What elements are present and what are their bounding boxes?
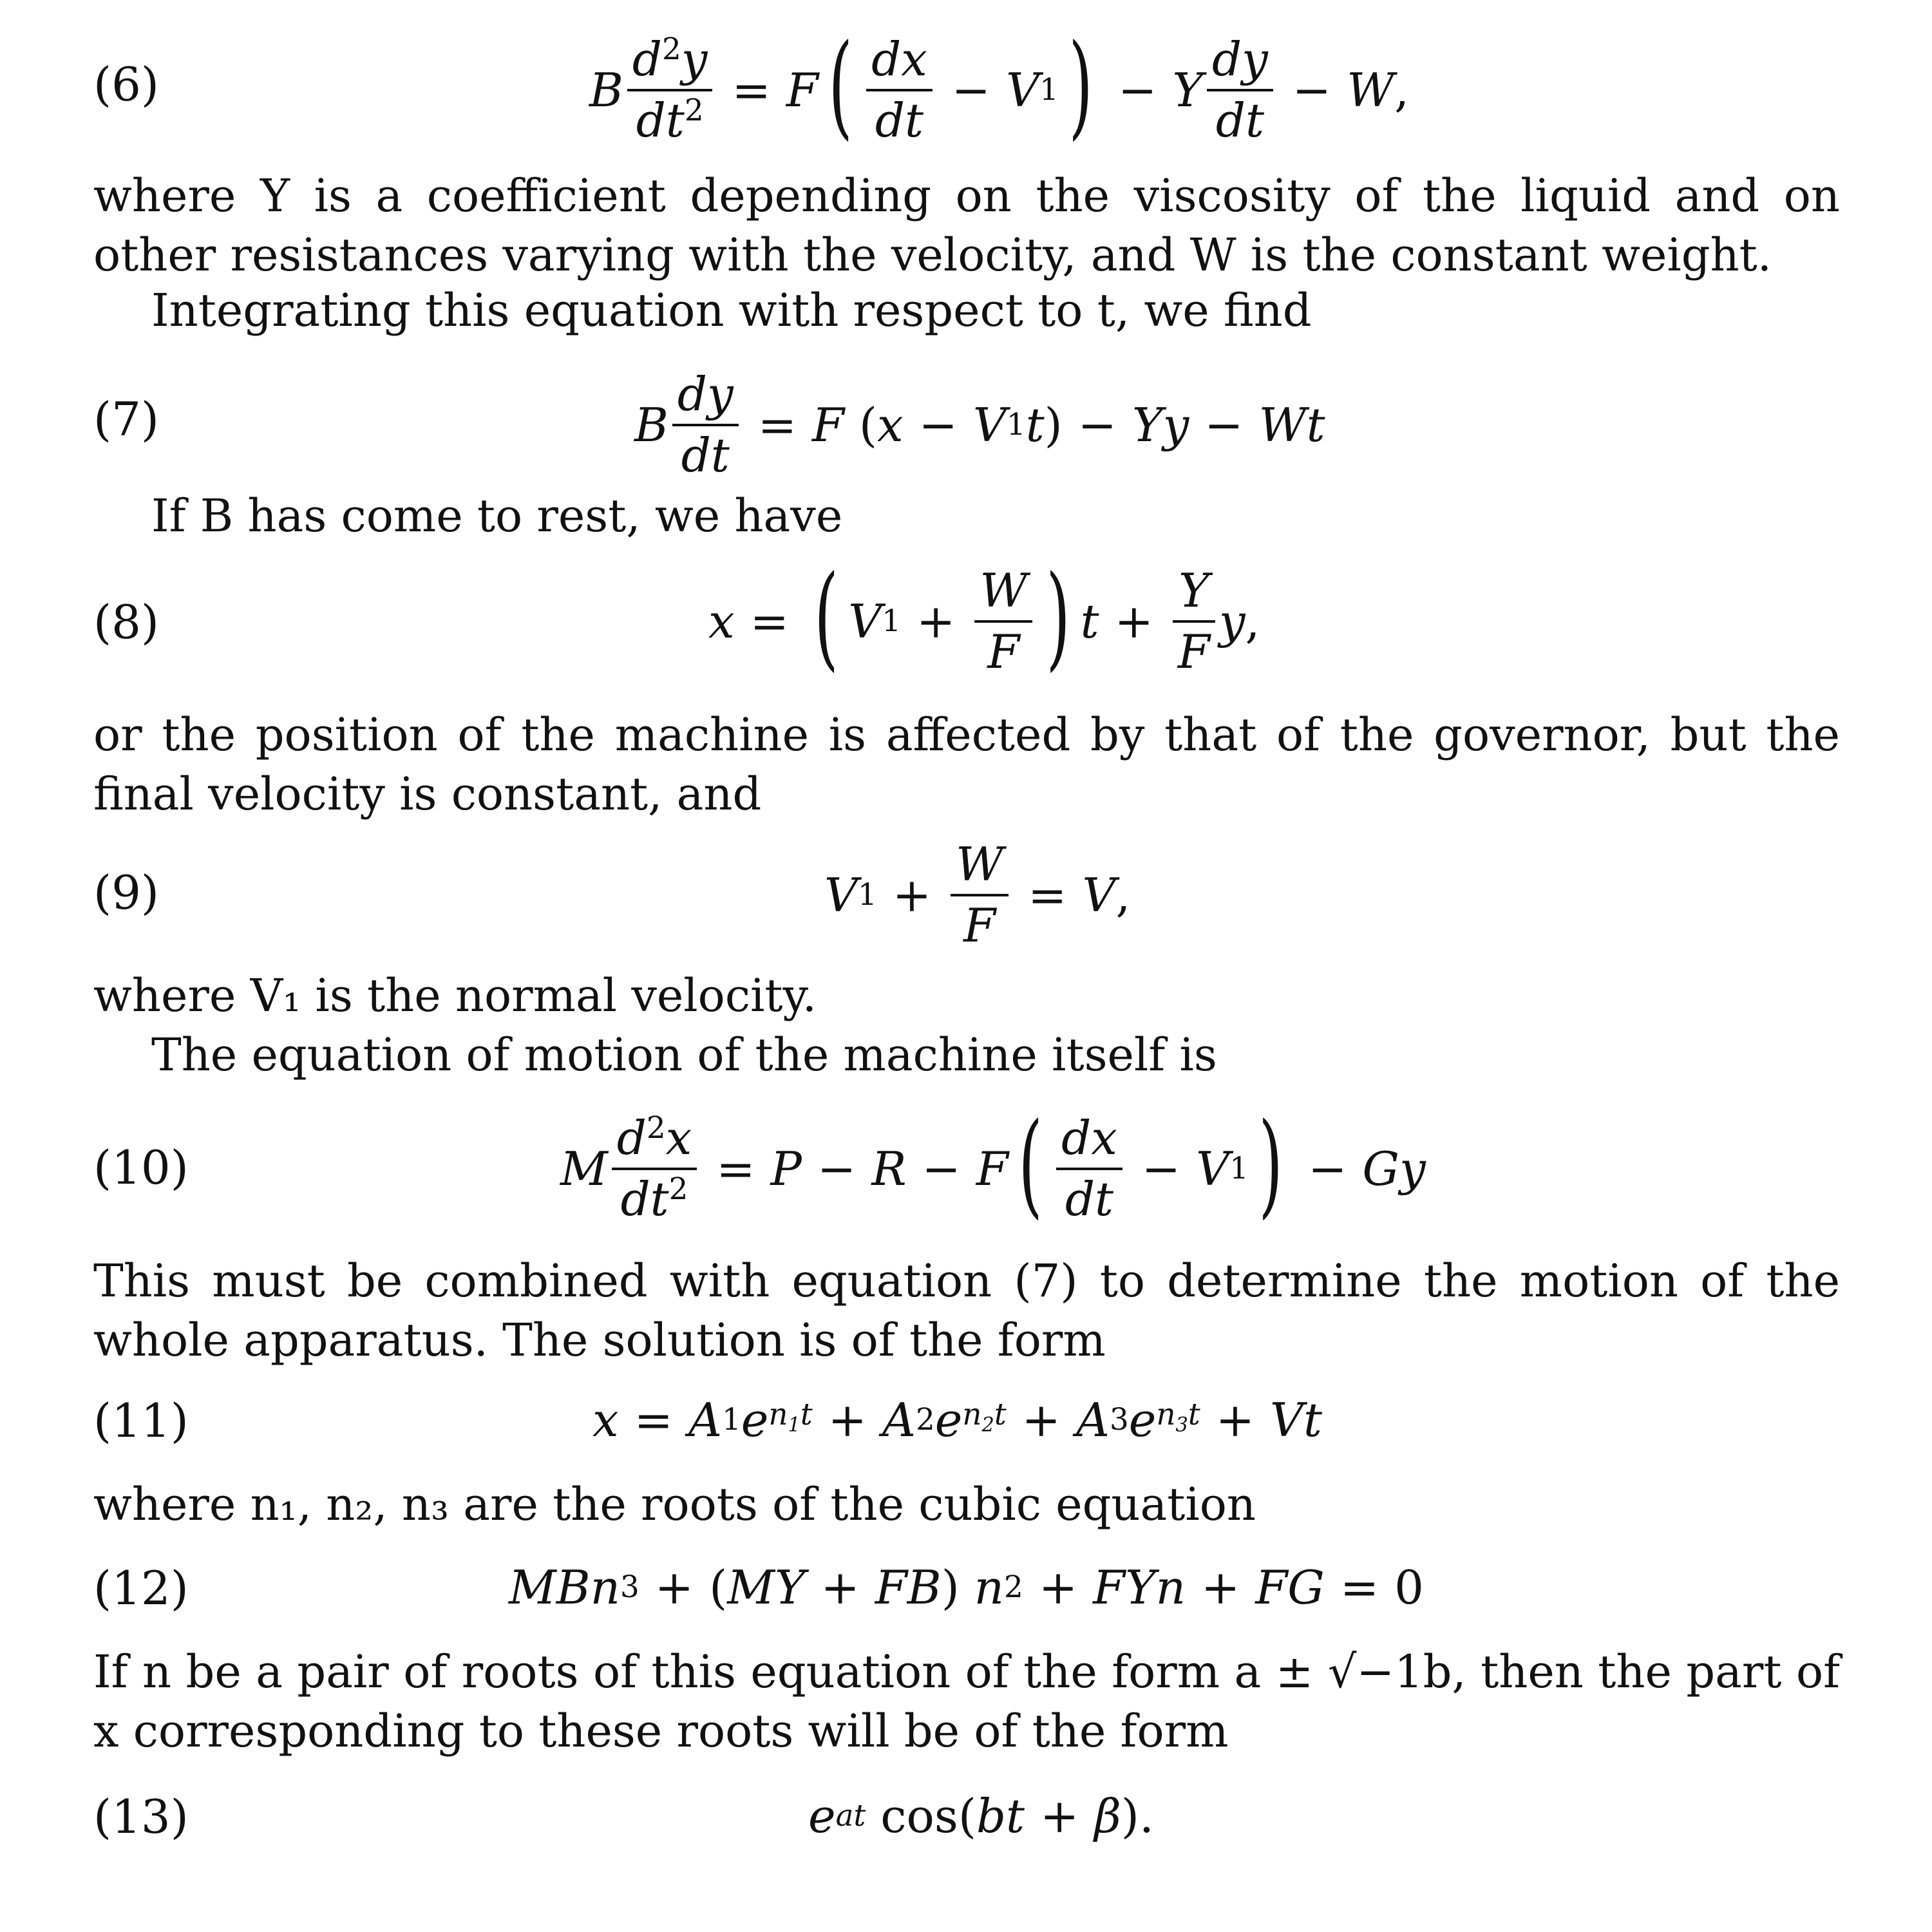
equation-body: V 1 + $\frac{W}{F}$ = V , (824, 837, 1131, 952)
equation-6 (0, 20, 1932, 155)
equation-body: M $\frac{d^2x}{dt^2}$ = P − R − F ( $\frac{dx}{dt}$ − V 1 ) − Gy (560, 1099, 1426, 1230)
paragraph: If B has come to rest, we have (151, 489, 843, 542)
equation-body: e at cos( bt + β ). (808, 1789, 1154, 1843)
paragraph: or the position of the machine is affected by that of the governor, but the final velocity is constant, and (93, 708, 1840, 820)
paragraph: where Y is a coefficient depending on the viscosity of the liquid and on other resistances varying with the velocity, and W is the constant weight. (93, 169, 1840, 281)
equation-7 (0, 361, 1932, 489)
paragraph: If n be a pair of roots of this equation of the form a ± √−1b, then the part of x corresponding to these roots will be of the form (93, 1645, 1840, 1757)
equation-number: (12) (93, 1561, 189, 1615)
paragraph: The equation of motion of the machine itself is (151, 1028, 1217, 1081)
paragraph: where n₁, n₂, n₃ are the roots of the cubic equation (93, 1478, 1256, 1531)
equation-number: (6) (93, 57, 159, 111)
equation-number: (10) (93, 1141, 189, 1195)
equation-body: x = ( V 1 + $\frac{W}{F}$ ) t + $\frac{Y}{F}$ y , (708, 551, 1260, 683)
equation-number: (9) (93, 866, 159, 920)
equation-number: (13) (93, 1790, 189, 1844)
equation-8 (0, 551, 1932, 686)
equation-10 (0, 1099, 1932, 1233)
equation-number: (11) (93, 1394, 189, 1448)
paragraph: This must be combined with equation (7) to determine the motion of the whole apparatus. The solution is of the form (93, 1255, 1840, 1367)
equation-body: B $\frac{d^2y}{dt^2}$ = F ( $\frac{dx}{dt}$ − V 1 ) − Y $\frac{dy}{dt}$ − W , (589, 20, 1410, 151)
paragraph: where V₁ is the normal velocity. (93, 969, 817, 1022)
equation-body: x = A 1 e $n_1t$ + A 2 e $n_2t$ + A 3 e $n_3t$ + Vt (592, 1393, 1322, 1447)
equation-9 (0, 831, 1932, 960)
equation-body: B $\frac{dy}{dt}$ = F ( x − V 1 t ) − Yy − Wt (634, 366, 1325, 482)
equation-body: MBn 3 + ( MY + FB ) n 2 + FYn + FG = 0 (509, 1560, 1424, 1615)
equation-number: (7) (93, 392, 159, 446)
equation-number: (8) (93, 595, 159, 649)
equation-13 (0, 1781, 1932, 1909)
paragraph: Integrating this equation with respect to t, we find (151, 284, 1312, 337)
